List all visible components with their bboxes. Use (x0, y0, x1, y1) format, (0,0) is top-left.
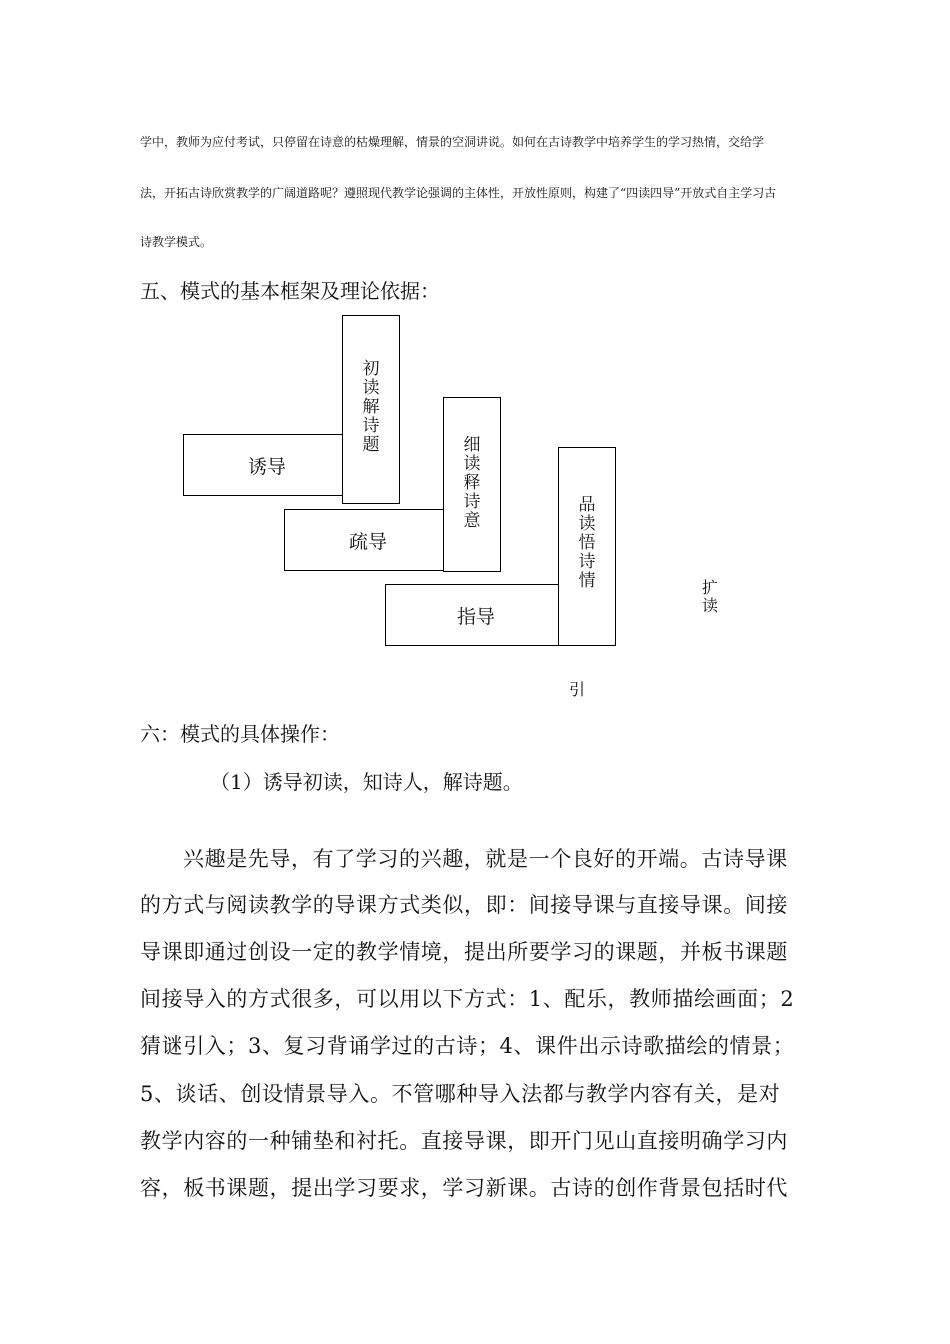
guide-label-1: 诱导 (247, 455, 286, 478)
paragraph-line-8: 容，板书课题，提出学习要求，学习新课。古诗的创作背景包括时代 (140, 1176, 788, 1200)
guide-label-2: 疏导 (348, 530, 387, 553)
paragraph-line-1: 兴趣是先导，有了学习的兴趣，就是一个良好的开端。古诗导课 (183, 847, 788, 871)
intro-line-2: 法，开拓古诗欣赏教学的广阔道路呢？遵照现代教学论强调的主体性，开放性原则，构建了“四读四导”开放式自主学习古 (140, 186, 777, 200)
intro-line-3: 诗教学模式。 (140, 235, 213, 249)
paragraph-line-3: 导课即通过创设一定的教学情境，提出所要学习的课题，并板书课题 (140, 940, 788, 964)
guide-box-1 (183, 434, 351, 496)
extra-reading-label: 扩读 (702, 578, 719, 615)
guide-label-3: 指导 (456, 605, 495, 628)
guide-box-3 (385, 584, 567, 646)
intro-line-1: 学中，教师为应付考试，只停留在诗意的枯燥理解，情景的空洞讲说。如何在古诗教学中培养学生的学习热情，交给学 (140, 135, 765, 149)
paragraph-line-5: 猜谜引入；3、复习背诵学过的古诗；4、课件出示诗歌描绘的情景； (140, 1034, 795, 1058)
section-6-heading: 六：模式的具体操作： (140, 722, 340, 746)
reading-box-2 (443, 397, 501, 572)
reading-label-2: 细读释诗意 (463, 435, 481, 531)
reading-box-3 (558, 447, 616, 646)
reading-label-1: 初读解诗题 (362, 359, 380, 455)
reading-label-3: 品读悟诗情 (578, 495, 596, 591)
paragraph-line-2: 的方式与阅读教学的导课方式类似，即：间接导课与直接导课。间接 (140, 893, 788, 917)
guide-extra-label: 引 (569, 680, 586, 699)
paragraph-line-6: 5、谈话、创设情景导入。不管哪种导入法都与教学内容有关，是对 (140, 1082, 781, 1106)
reading-box-1 (342, 315, 400, 504)
paragraph-line-4: 间接导入的方式很多，可以用以下方式：1、配乐，教师描绘画面；2 (140, 987, 795, 1011)
step-1-heading: （1）诱导初读，知诗人，解诗题。 (210, 770, 523, 794)
section-5-heading: 五、模式的基本框架及理论依据： (140, 279, 440, 303)
guide-box-2 (284, 509, 452, 571)
paragraph-line-7: 教学内容的一种铺垫和衬托。直接导课，即开门见山直接明确学习内 (140, 1129, 788, 1153)
